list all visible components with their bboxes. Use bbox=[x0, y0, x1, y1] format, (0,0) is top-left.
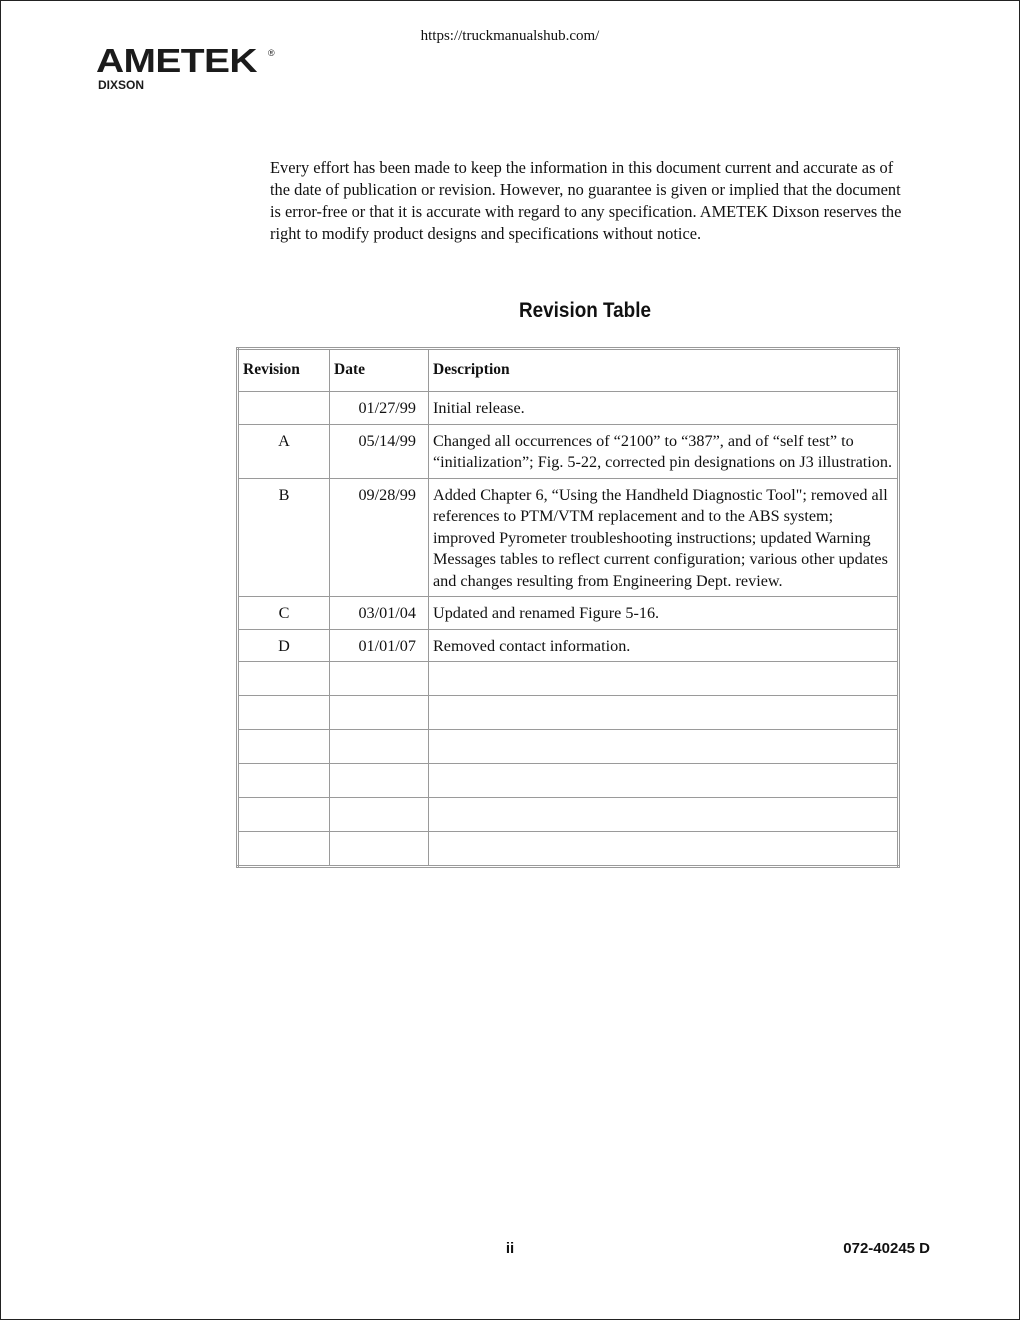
revision-cell bbox=[238, 392, 330, 425]
description-cell: Removed contact information. bbox=[429, 629, 899, 662]
table-row bbox=[238, 764, 899, 798]
date-cell bbox=[330, 696, 429, 730]
table-row bbox=[238, 392, 899, 425]
date-cell bbox=[330, 764, 429, 798]
description-cell bbox=[429, 662, 899, 696]
table-row bbox=[238, 832, 899, 867]
table-row bbox=[238, 696, 899, 730]
date-cell: 01/01/07 bbox=[330, 629, 429, 662]
revision-cell bbox=[238, 662, 330, 696]
table-row bbox=[238, 662, 899, 696]
logo-registered-mark: ® bbox=[268, 48, 275, 58]
revision-cell bbox=[238, 730, 330, 764]
date-cell: 09/28/99 bbox=[330, 478, 429, 597]
description-cell: Added Chapter 6, “Using the Handheld Diagnostic Tool"; removed all references to PTM/VTM replacement and to the ABS system; improved Pyrometer troubleshooting instructions; updated Warning Messages tables to reflect current configuration; various other updates and changes resulting from Engineering Dept. review. bbox=[429, 478, 899, 597]
date-cell bbox=[330, 798, 429, 832]
revision-cell: D bbox=[238, 629, 330, 662]
revision-table bbox=[236, 347, 900, 868]
description-cell bbox=[429, 798, 899, 832]
revision-cell bbox=[238, 764, 330, 798]
revision-cell bbox=[238, 832, 330, 867]
description-cell bbox=[429, 832, 899, 867]
column-header-revision: Revision bbox=[238, 349, 330, 392]
date-cell: 01/27/99 bbox=[330, 392, 429, 425]
date-cell bbox=[330, 662, 429, 696]
revision-table-title: Revision Table bbox=[519, 299, 651, 322]
logo-wordmark: AMETEK bbox=[96, 42, 257, 79]
intro-paragraph: Every effort has been made to keep the information in this document current and accurate as of the date of publication or revision. However, no guarantee is given or implied that the document is error-free or that it is accurate with regard to any specification. AMETEK Dixson reserves the right to modify product designs and specifications without notice. bbox=[270, 158, 902, 243]
company-logo bbox=[96, 42, 286, 94]
description-cell bbox=[429, 696, 899, 730]
revision-cell: A bbox=[238, 424, 330, 478]
description-cell: Changed all occurrences of “2100” to “387”, and of “self test” to “initialization”; Fig. 5-22, corrected pin designations on J3 illustration. bbox=[429, 424, 899, 478]
description-cell bbox=[429, 764, 899, 798]
revision-cell: C bbox=[238, 597, 330, 630]
table-row bbox=[238, 478, 899, 597]
table-row bbox=[238, 597, 899, 630]
page-number: ii bbox=[505, 1240, 515, 1257]
column-header-description: Description bbox=[429, 349, 899, 392]
table-row bbox=[238, 798, 899, 832]
date-cell bbox=[330, 730, 429, 764]
source-url: https://truckmanualshub.com/ bbox=[420, 28, 600, 44]
logo-subtitle: DIXSON bbox=[98, 78, 145, 92]
table-header-row bbox=[238, 349, 899, 392]
table-row bbox=[238, 730, 899, 764]
document-number: 072-40245 D bbox=[843, 1240, 930, 1257]
date-cell bbox=[330, 832, 429, 867]
column-header-date: Date bbox=[330, 349, 429, 392]
description-cell: Updated and renamed Figure 5-16. bbox=[429, 597, 899, 630]
date-cell: 03/01/04 bbox=[330, 597, 429, 630]
revision-cell: B bbox=[238, 478, 330, 597]
table-row bbox=[238, 424, 899, 478]
date-cell: 05/14/99 bbox=[330, 424, 429, 478]
table-row bbox=[238, 629, 899, 662]
description-cell: Initial release. bbox=[429, 392, 899, 425]
revision-cell bbox=[238, 696, 330, 730]
revision-cell bbox=[238, 798, 330, 832]
description-cell bbox=[429, 730, 899, 764]
